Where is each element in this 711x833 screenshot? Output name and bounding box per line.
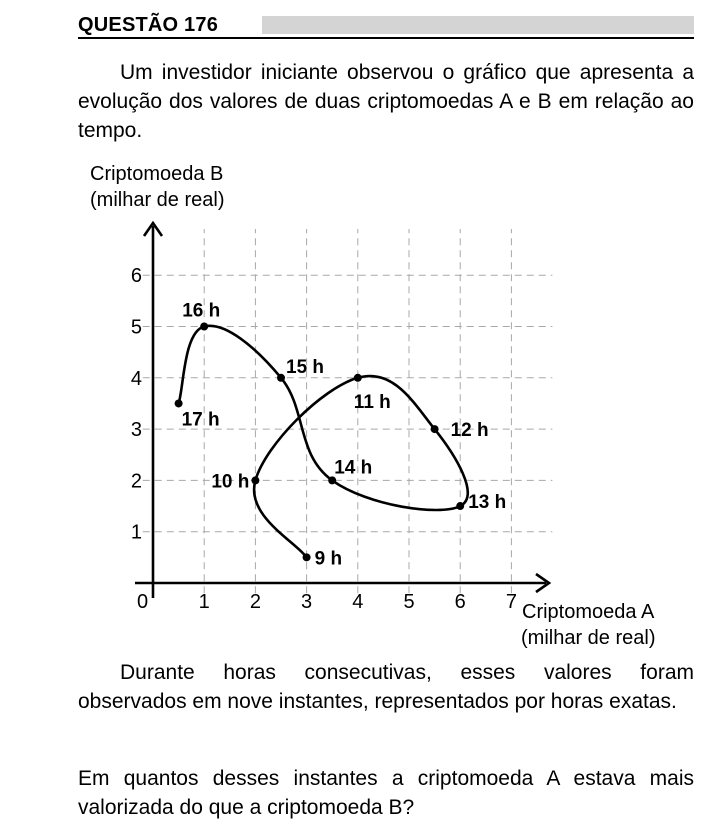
- x-axis-label-line1: Criptomoeda A: [522, 601, 655, 623]
- y-axis-label-line2: (milhar de real): [90, 189, 225, 211]
- y-tick-label: 2: [130, 470, 142, 493]
- point-label: 9 h: [314, 548, 343, 570]
- point-10h: [251, 476, 259, 484]
- y-tick-label: 1: [130, 521, 142, 544]
- x-tick-label: 1: [198, 591, 210, 613]
- y-axis-label-line1: Criptomoeda B: [90, 163, 224, 185]
- x-tick-label: 4: [352, 591, 364, 613]
- crypto-chart: [0, 158, 711, 658]
- point-label: 10 h: [211, 471, 250, 493]
- observation-text: Durante horas consecutivas, esses valores foram observados em nove instantes, representados por horas exatas.: [78, 661, 694, 713]
- point-12h: [431, 425, 439, 433]
- x-tick-label: 6: [454, 591, 466, 613]
- point-label: 11 h: [353, 391, 391, 413]
- point-label: 16 h: [182, 300, 221, 322]
- point-9h: [303, 553, 311, 561]
- x-tick-label: 5: [403, 591, 415, 613]
- question-text: Em quantos desses instantes a criptomoeda A estava mais valorizada do que a criptomoeda B?: [78, 767, 694, 819]
- point-label: 17 h: [181, 409, 220, 431]
- intro-text: Um investidor iniciante observou o gráfico que apresenta a evolução dos valores de duas criptomoedas A e B em relação ao tempo.: [78, 61, 694, 142]
- y-tick-label: 3: [130, 419, 142, 442]
- x-tick-label: 2: [249, 591, 261, 613]
- point-label: 13 h: [468, 492, 507, 514]
- y-tick-label: 4: [130, 367, 142, 390]
- origin-label: 0: [137, 591, 149, 613]
- point-13h: [456, 502, 464, 510]
- x-axis-label-line2: (milhar de real): [521, 627, 656, 649]
- y-tick-label: 5: [130, 316, 142, 339]
- point-label: 15 h: [286, 356, 325, 378]
- question-header: [78, 12, 694, 40]
- question-title: QUESTÃO 176: [78, 14, 219, 36]
- point-label: 12 h: [450, 420, 489, 442]
- x-tick-label: 3: [301, 591, 313, 613]
- data-points: [175, 301, 507, 570]
- header-rule: [78, 37, 694, 39]
- title-bar: [262, 16, 694, 34]
- point-label: 14 h: [334, 457, 373, 479]
- x-tick-label: 7: [505, 591, 517, 613]
- point-17h: [175, 399, 183, 407]
- y-tick-label: 6: [130, 265, 142, 288]
- point-11h: [354, 374, 362, 382]
- point-16h: [200, 323, 208, 331]
- point-15h: [277, 374, 285, 382]
